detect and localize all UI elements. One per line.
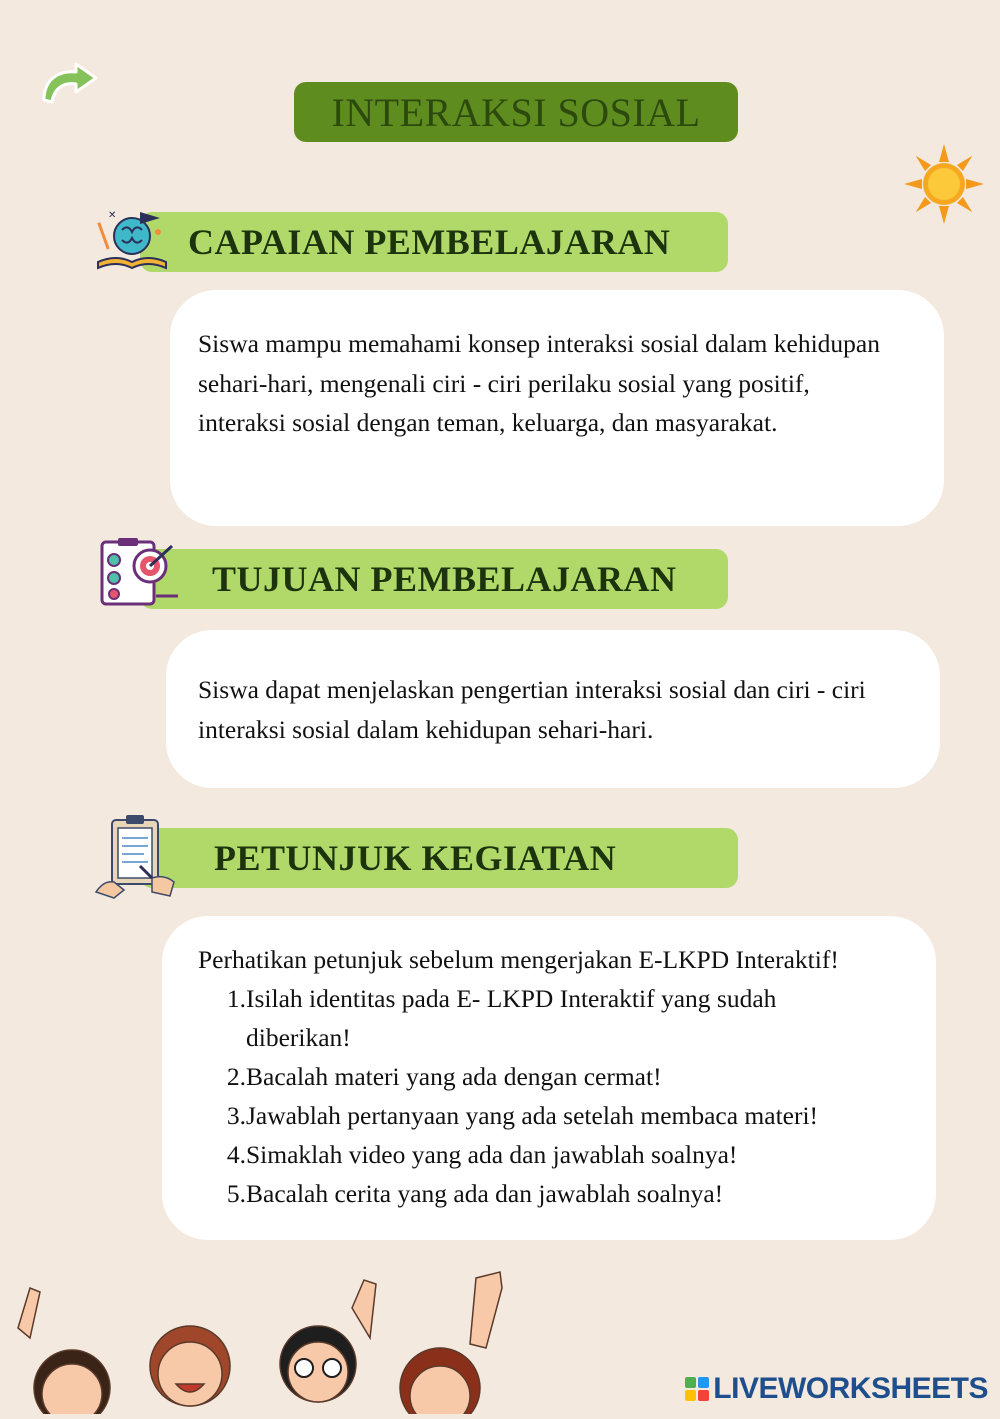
step-number: 2. xyxy=(226,1062,246,1091)
liveworksheets-logo-icon xyxy=(685,1377,709,1401)
step-text: Bacalah materi yang ada dengan cermat! xyxy=(246,1062,662,1091)
petunjuk-title: PETUNJUK KEGIATAN xyxy=(214,838,617,878)
brand-text: LIVEWORKSHEETS xyxy=(713,1372,988,1405)
step-item xyxy=(198,1096,898,1135)
step-text: Isilah identitas pada E- LKPD Interaktif yang sudah diberikan! xyxy=(246,984,777,1052)
capaian-body: Siswa mampu memahami konsep interaksi sosial dalam kehidupan sehari-hari, mengenali ciri - ciri perilaku sosial yang positif, interaksi sosial dengan teman, keluarga, dan masyarakat. xyxy=(198,329,880,437)
petunjuk-card xyxy=(162,916,936,1240)
step-item xyxy=(198,979,898,1057)
children-illustration xyxy=(0,1268,560,1414)
step-item xyxy=(198,1057,898,1096)
sun-icon xyxy=(902,142,986,226)
capaian-title: CAPAIAN PEMBELAJARAN xyxy=(188,222,671,262)
page-title: INTERAKSI SOSIAL xyxy=(331,89,701,135)
petunjuk-steps xyxy=(198,979,898,1213)
step-text: Jawablah pertanyaan yang ada setelah membaca materi! xyxy=(246,1101,819,1130)
step-number: 5. xyxy=(226,1179,246,1208)
target-checklist-icon xyxy=(92,536,180,608)
capaian-header xyxy=(140,212,728,272)
brain-book-icon xyxy=(92,208,172,274)
tujuan-card xyxy=(166,630,940,788)
tujuan-title: TUJUAN PEMBELAJARAN xyxy=(212,559,677,599)
page-title-box xyxy=(294,82,738,142)
liveworksheets-brand[interactable] xyxy=(685,1372,988,1406)
step-number: 1. xyxy=(226,984,246,1013)
step-text: Simaklah video yang ada dan jawablah soalnya! xyxy=(246,1140,738,1169)
clipboard-writing-icon xyxy=(94,812,178,900)
tujuan-body: Siswa dapat menjelaskan pengertian interaksi sosial dan ciri - ciri interaksi sosial dalam kehidupan sehari-hari. xyxy=(198,675,866,744)
petunjuk-header xyxy=(140,828,738,888)
step-number: 3. xyxy=(226,1101,246,1130)
svg-text:✕: ✕ xyxy=(108,210,117,221)
step-item xyxy=(198,1135,898,1174)
tujuan-header xyxy=(140,549,728,609)
capaian-card xyxy=(170,290,944,526)
back-arrow-icon[interactable] xyxy=(36,62,100,108)
step-number: 4. xyxy=(226,1140,246,1169)
step-text: Bacalah cerita yang ada dan jawablah soalnya! xyxy=(246,1179,724,1208)
petunjuk-intro: Perhatikan petunjuk sebelum mengerjakan E-LKPD Interaktif! xyxy=(198,945,839,974)
step-item xyxy=(198,1174,898,1213)
